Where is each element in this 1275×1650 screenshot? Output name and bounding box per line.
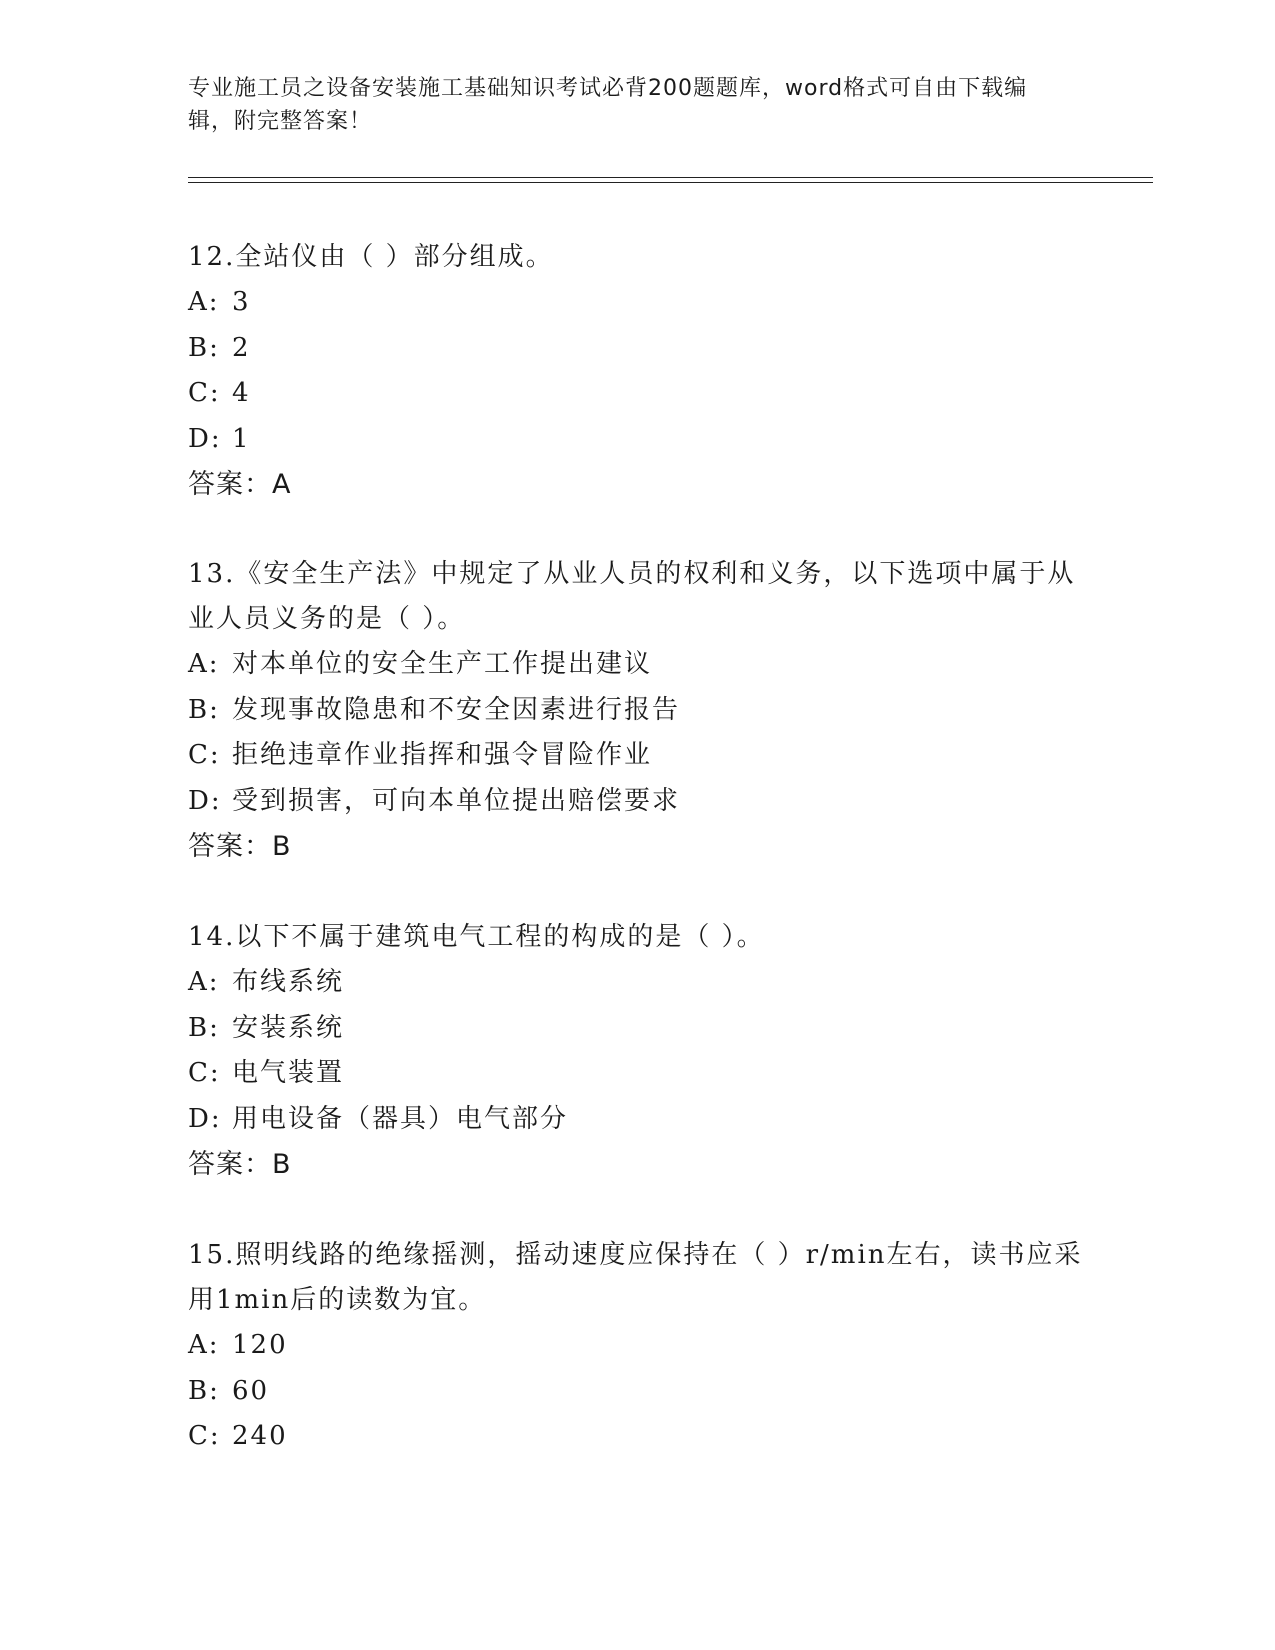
option-text: 布线系统 [232,967,345,997]
answer-line: 答案：B [188,831,292,862]
header-divider-top [188,177,1153,178]
header-title: 专业施工员之设备安装施工基础知识考试必背200题题库，word格式可自由下载编辑，附完整答案！ [188,76,1028,134]
question-stem: 14.以下不属于建筑电气工程的构成的是（ ）。 [188,922,765,952]
question-12 [188,235,1088,507]
option-c [188,733,1088,779]
option-key: B: [188,1012,220,1043]
answer-line: 答案：B [188,1149,292,1180]
option-key: B: [188,694,220,725]
option-text: 发现事故隐患和不安全因素进行报告 [232,694,681,725]
option-text: 1 [232,423,251,454]
option-key: D: [188,1103,222,1134]
question-stem: 13.《安全生产法》中规定了从业人员的权利和义务，以下选项中属于从业人员义务的是（ ）。 [188,559,1076,634]
question-stem: 12.全站仪由（ ）部分组成。 [188,242,554,272]
option-key: B: [188,332,220,363]
option-key: C: [188,1421,221,1451]
option-b [188,1006,1088,1052]
option-key: B: [188,1375,220,1406]
option-text: 3 [232,287,251,317]
option-key: D: [188,785,222,816]
option-c [188,371,1088,417]
option-text: 用电设备（器具）电气部分 [232,1103,569,1134]
option-key: A: [188,649,220,679]
option-text: 120 [232,1330,288,1360]
option-a [188,280,1088,326]
option-key: D: [188,423,222,454]
option-key: A: [188,967,220,997]
question-14 [188,915,1088,1187]
option-text: 拒绝违章作业指挥和强令冒险作业 [232,740,653,770]
answer-line: 答案：A [188,469,292,500]
question-13 [188,552,1088,869]
option-a [188,1323,1088,1369]
option-text: 电气装置 [232,1058,345,1088]
question-15 [188,1233,1088,1460]
option-key: A: [188,1330,220,1360]
option-c [188,1051,1088,1097]
option-d [188,417,1088,463]
option-text: 4 [232,378,251,408]
document-header [188,72,1068,138]
option-a [188,960,1088,1006]
option-text: 60 [232,1375,270,1406]
option-b [188,688,1088,734]
option-a [188,642,1088,688]
header-divider-bottom [188,182,1153,183]
option-key: C: [188,378,221,408]
option-key: A: [188,287,220,317]
question-stem: 15.照明线路的绝缘摇测，摇动速度应保持在（ ）r/min左右，读书应采用1min后的读数为宜。 [188,1240,1083,1315]
option-text: 2 [232,332,251,363]
option-d [188,1097,1088,1143]
option-text: 受到损害，可向本单位提出赔偿要求 [232,785,681,816]
option-b [188,1369,1088,1415]
option-d [188,779,1088,825]
option-key: C: [188,740,221,770]
option-text: 240 [232,1421,288,1451]
option-key: C: [188,1058,221,1088]
option-text: 对本单位的安全生产工作提出建议 [232,649,653,679]
option-text: 安装系统 [232,1012,345,1043]
option-c [188,1414,1088,1460]
option-b [188,326,1088,372]
